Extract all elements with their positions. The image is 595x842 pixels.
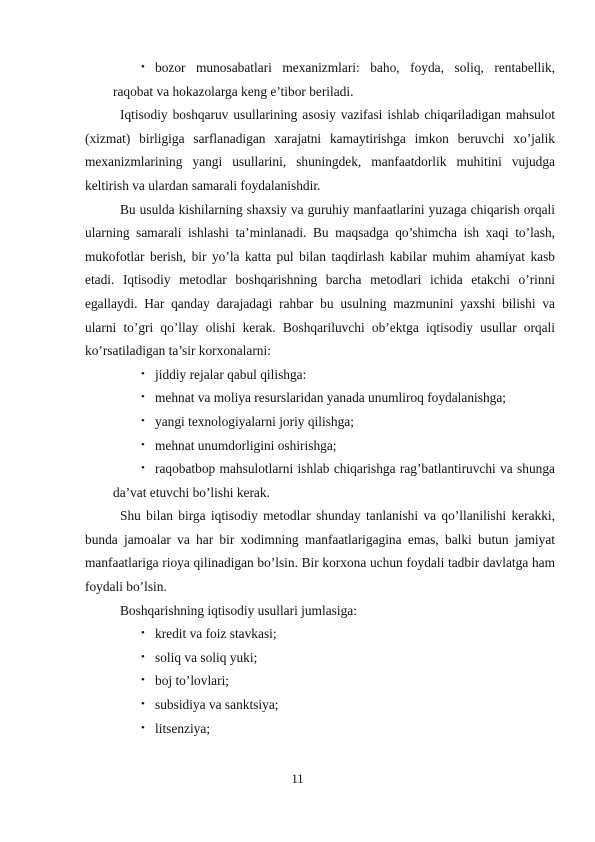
list-item-text: kredit va foiz stavkasi; [155, 626, 277, 642]
list-item-text: mehnat unumdorligini oshirishga; [155, 437, 337, 453]
bullet-icon: • [141, 650, 145, 663]
list-item-text: subsidiya va sanktsiya; [155, 697, 279, 713]
list-item [85, 693, 555, 717]
list-item [85, 646, 555, 670]
list-item-text: soliq va soliq yuki; [155, 649, 258, 665]
list-item [85, 56, 555, 103]
list-item [85, 434, 555, 458]
list-item-text: raqobatbop mahsulotlarni ishlab chiqarishga rag’batlantiruvchi va shunga da’vat etuvchi bo’lishi kerak. [113, 461, 555, 500]
bullet-icon: • [141, 627, 145, 640]
bullet-icon: • [141, 61, 145, 73]
paragraph: Shu bilan birga iqtisodiy metodlar shunday tanlanishi va qo’llanilishi kerakki, bunda jamoalar va har bir xodimning manfaatlarigagina emas, balki butun jamiyat manfaatlariga rioya qilinadigan bo’lsin. Bir korxona uchun foydali tadbir davlatga ham foydali bo’lsin. [85, 508, 555, 595]
bullet-icon: • [141, 367, 145, 380]
list-item-text: boj to’lovlari; [155, 673, 230, 689]
list-item-text: litsenziya; [155, 720, 211, 736]
list-item-text: mehnat va moliya resurslaridan yanada unumliroq foydalanishga; [155, 390, 507, 406]
list-item [85, 622, 555, 646]
bullet-icon: • [141, 674, 145, 687]
list-item-text: bozor munosabatlari mexanizmlari: baho, foyda, soliq, rentabellik, raqobat va hokazolarga keng e’tibor beriladi. [113, 60, 555, 99]
page-number: 11 [291, 772, 304, 786]
list-item [85, 410, 555, 434]
list-item [85, 717, 555, 741]
paragraph: Boshqarishning iqtisodiy usullari jumlasiga: [120, 602, 357, 618]
list-item [85, 363, 555, 387]
bullet-icon: • [141, 414, 145, 427]
page-content [85, 56, 555, 740]
list-item [85, 457, 555, 504]
list-item-text: jiddiy rejalar qabul qilishga: [155, 366, 307, 382]
paragraph: Iqtisodiy boshqaruv usullarining asosiy vazifasi ishlab chiqariladigan mahsulot (xizmat) birligiga sarflanadigan xarajatni kamaytirishga imkon beruvchi xo’jalik mexanizmlarining yangi usullarini, shuningdek, manfaatdorlik muhitini vujudga keltirish va ulardan samarali foydalanishdir. [85, 107, 555, 193]
list-item [85, 386, 555, 410]
bullet-icon: • [141, 438, 145, 451]
bullet-icon: • [141, 391, 145, 404]
list-item [85, 669, 555, 693]
list-item-text: yangi texnologiyalarni joriy qilishga; [155, 413, 354, 429]
bullet-icon: • [141, 462, 145, 475]
bullet-icon: • [141, 698, 145, 711]
bullet-icon: • [141, 721, 145, 734]
paragraph: Bu usulda kishilarning shaxsiy va guruhiy manfaatlarini yuzaga chiqarish orqali ularning samarali ishlashi ta’minlanadi. Bu maqsadga qo’shimcha ish xaqi to’lash, mukofotlar berish, bir yo’la katta pul bilan taqdirlash kabilar muhim ahamiyat kasb etadi. Iqtisodiy metodlar boshqarishning barcha metodlari ichida etakchi o’rinni egallaydi. Har qanday darajadagi rahbar bu usulning mazmunini yaxshi bilishi va ularni to’gri qo’llay olishi kerak. Boshqariluvchi ob’ektga iqtisodiy usullar orqali ko’rsatiladigan ta’sir korxonalarni: [85, 201, 555, 359]
